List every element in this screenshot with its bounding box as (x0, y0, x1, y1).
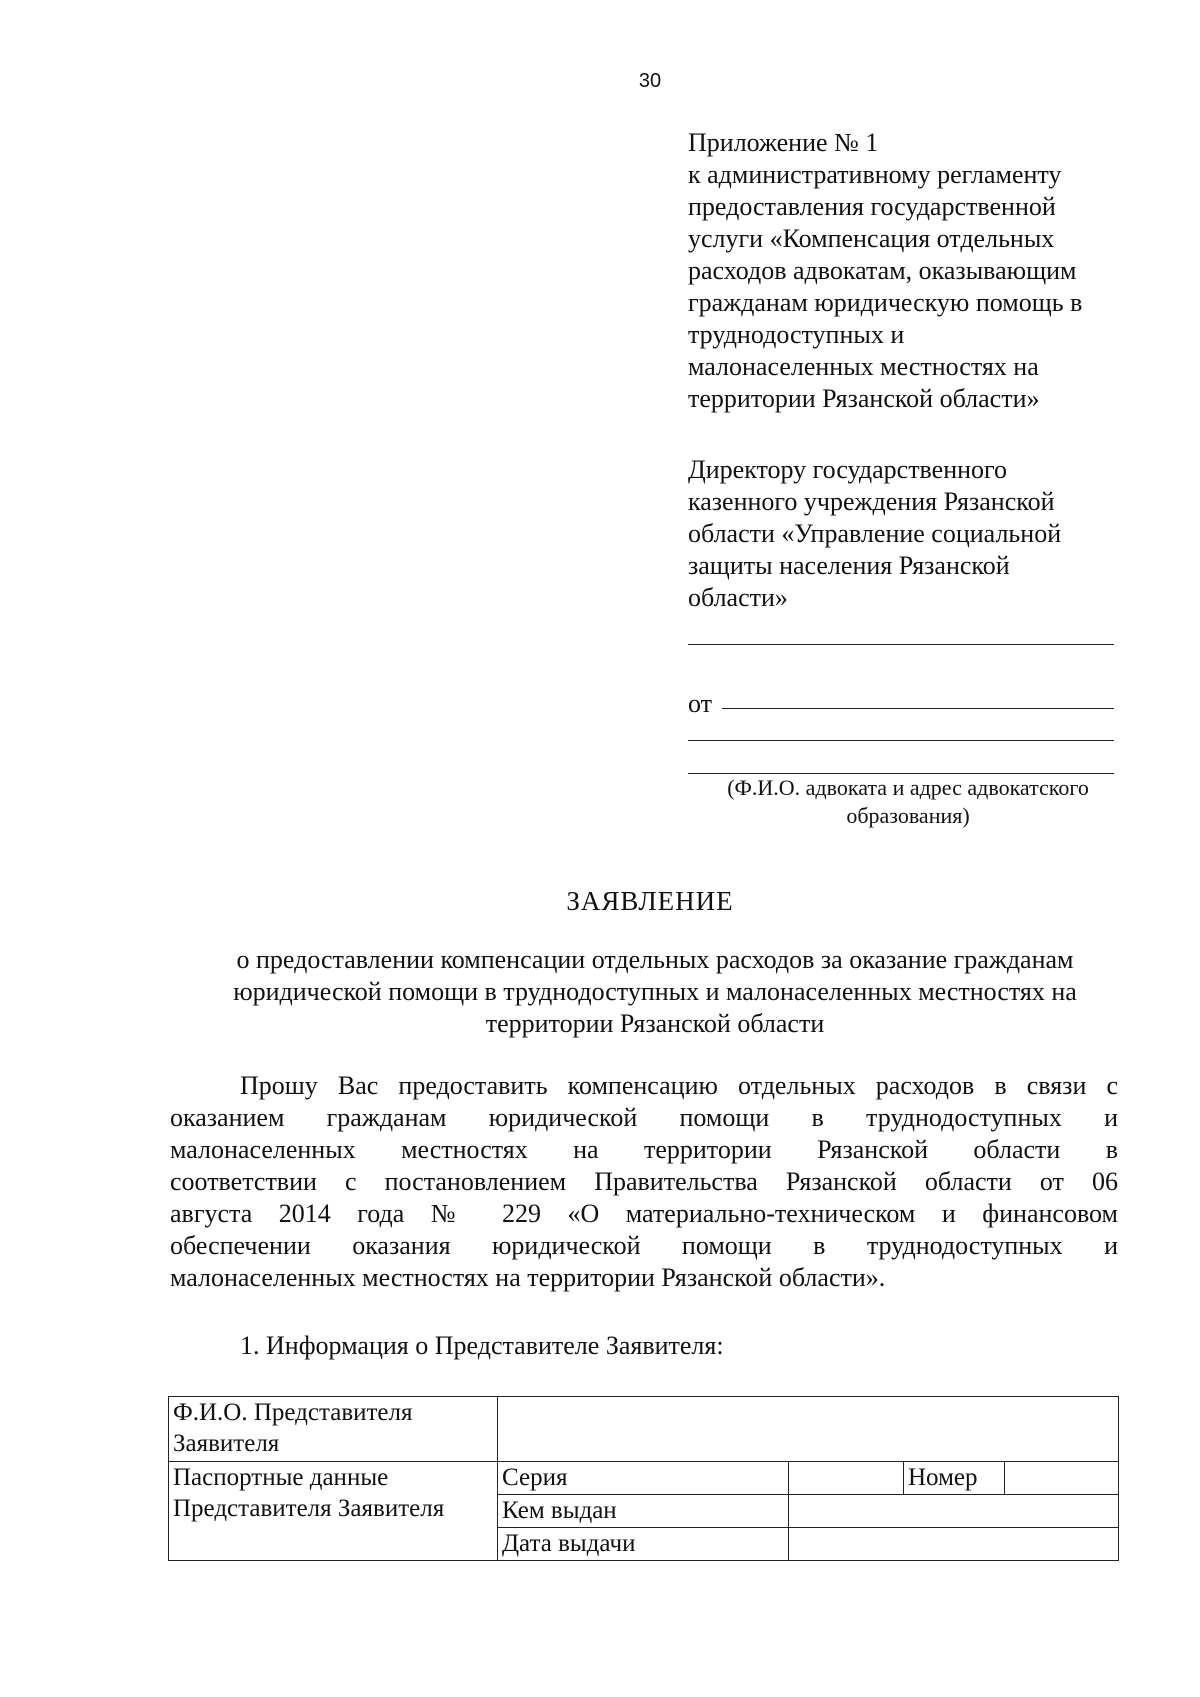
from-line[interactable] (722, 708, 1114, 709)
subtitle-line: о предоставлении компенсации отдельных расходов за оказание гражданам (236, 945, 1074, 974)
document-title: ЗАЯВЛЕНИЕ (566, 886, 734, 916)
paragraph-line: соответствии с постановлением Правительства Рязанской области от 06 (170, 1167, 1118, 1196)
subtitle-line: территории Рязанской области (485, 1009, 825, 1038)
caption-line: образования) (846, 803, 970, 828)
passport-label: Паспортные данные Представителя Заявителя (173, 1464, 445, 1522)
addressee-line: Директору государственного (688, 455, 1008, 484)
fio-input-cell[interactable] (498, 1397, 1119, 1462)
appendix-line: предоставления государственной (688, 192, 1056, 221)
appendix-line: Приложение № 1 (688, 128, 879, 157)
appendix-line: труднодоступных и (688, 320, 905, 349)
appendix-line: расходов адвокатам, оказывающим (688, 256, 1077, 285)
fio-label: Ф.И.О. Представителя Заявителя (173, 1399, 413, 1457)
series-label: Серия (502, 1464, 568, 1491)
appendix-line: территории Рязанской области» (688, 384, 1040, 413)
issue-date-label: Дата выдачи (502, 1530, 636, 1557)
caption-line: (Ф.И.О. адвоката и адрес адвокатского (727, 775, 1089, 800)
document-subtitle (170, 944, 1140, 1040)
fio-label-cell (169, 1397, 498, 1462)
addressee-line: казенного учреждения Рязанской (688, 487, 1055, 516)
fio-caption (688, 774, 1128, 830)
request-paragraph (170, 1070, 1118, 1294)
issued-by-label-cell (498, 1495, 789, 1528)
paragraph-line: оказанием гражданам юридической помощи в труднодоступных и (170, 1103, 1118, 1132)
paragraph-line: малонаселенных местностях на территории Рязанской области». (170, 1263, 886, 1292)
number-input-cell[interactable] (1005, 1462, 1119, 1495)
representative-info-table (168, 1396, 1119, 1561)
number-label-cell (904, 1462, 1005, 1495)
issued-by-input-cell[interactable] (789, 1495, 1119, 1528)
section-1-heading: 1. Информация о Представителе Заявителя: (240, 1331, 724, 1360)
appendix-line: к административному регламенту (688, 160, 1062, 189)
paragraph-line: обеспечении оказания юридической помощи в труднодоступных и (170, 1231, 1118, 1260)
issue-date-label-cell (498, 1528, 789, 1561)
addressee-line: области «Управление социальной (688, 519, 1062, 548)
addressee-line: защиты населения Рязанской (688, 551, 1010, 580)
page-number: 30 (638, 70, 662, 92)
series-input-cell[interactable] (789, 1462, 904, 1495)
passport-label-cell (169, 1462, 498, 1561)
from-label: от (688, 689, 713, 718)
appendix-line: гражданам юридическую помощь в (688, 288, 1083, 317)
issued-by-label: Кем выдан (502, 1497, 617, 1524)
addressee-block (688, 454, 1148, 614)
addressee-name-line[interactable] (688, 644, 1114, 645)
paragraph-line: малонаселенных местностях на территории Рязанской области в (170, 1135, 1118, 1164)
address-line-1[interactable] (688, 740, 1114, 741)
paragraph-line: августа 2014 года № 229 «О материально-техническом и финансовом (170, 1199, 1118, 1228)
subtitle-line: юридической помощи в труднодоступных и малонаселенных местностях на (233, 977, 1077, 1006)
issue-date-input-cell[interactable] (789, 1528, 1119, 1561)
appendix-line: услуги «Компенсация отдельных (688, 224, 1055, 253)
paragraph-line: Прошу Вас предоставить компенсацию отдельных расходов в связи с (240, 1071, 1118, 1100)
series-label-cell (498, 1462, 789, 1495)
number-label: Номер (908, 1464, 978, 1491)
appendix-line: малонаселенных местностях на (688, 352, 1039, 381)
appendix-header (688, 127, 1148, 415)
addressee-line: области» (688, 583, 788, 612)
